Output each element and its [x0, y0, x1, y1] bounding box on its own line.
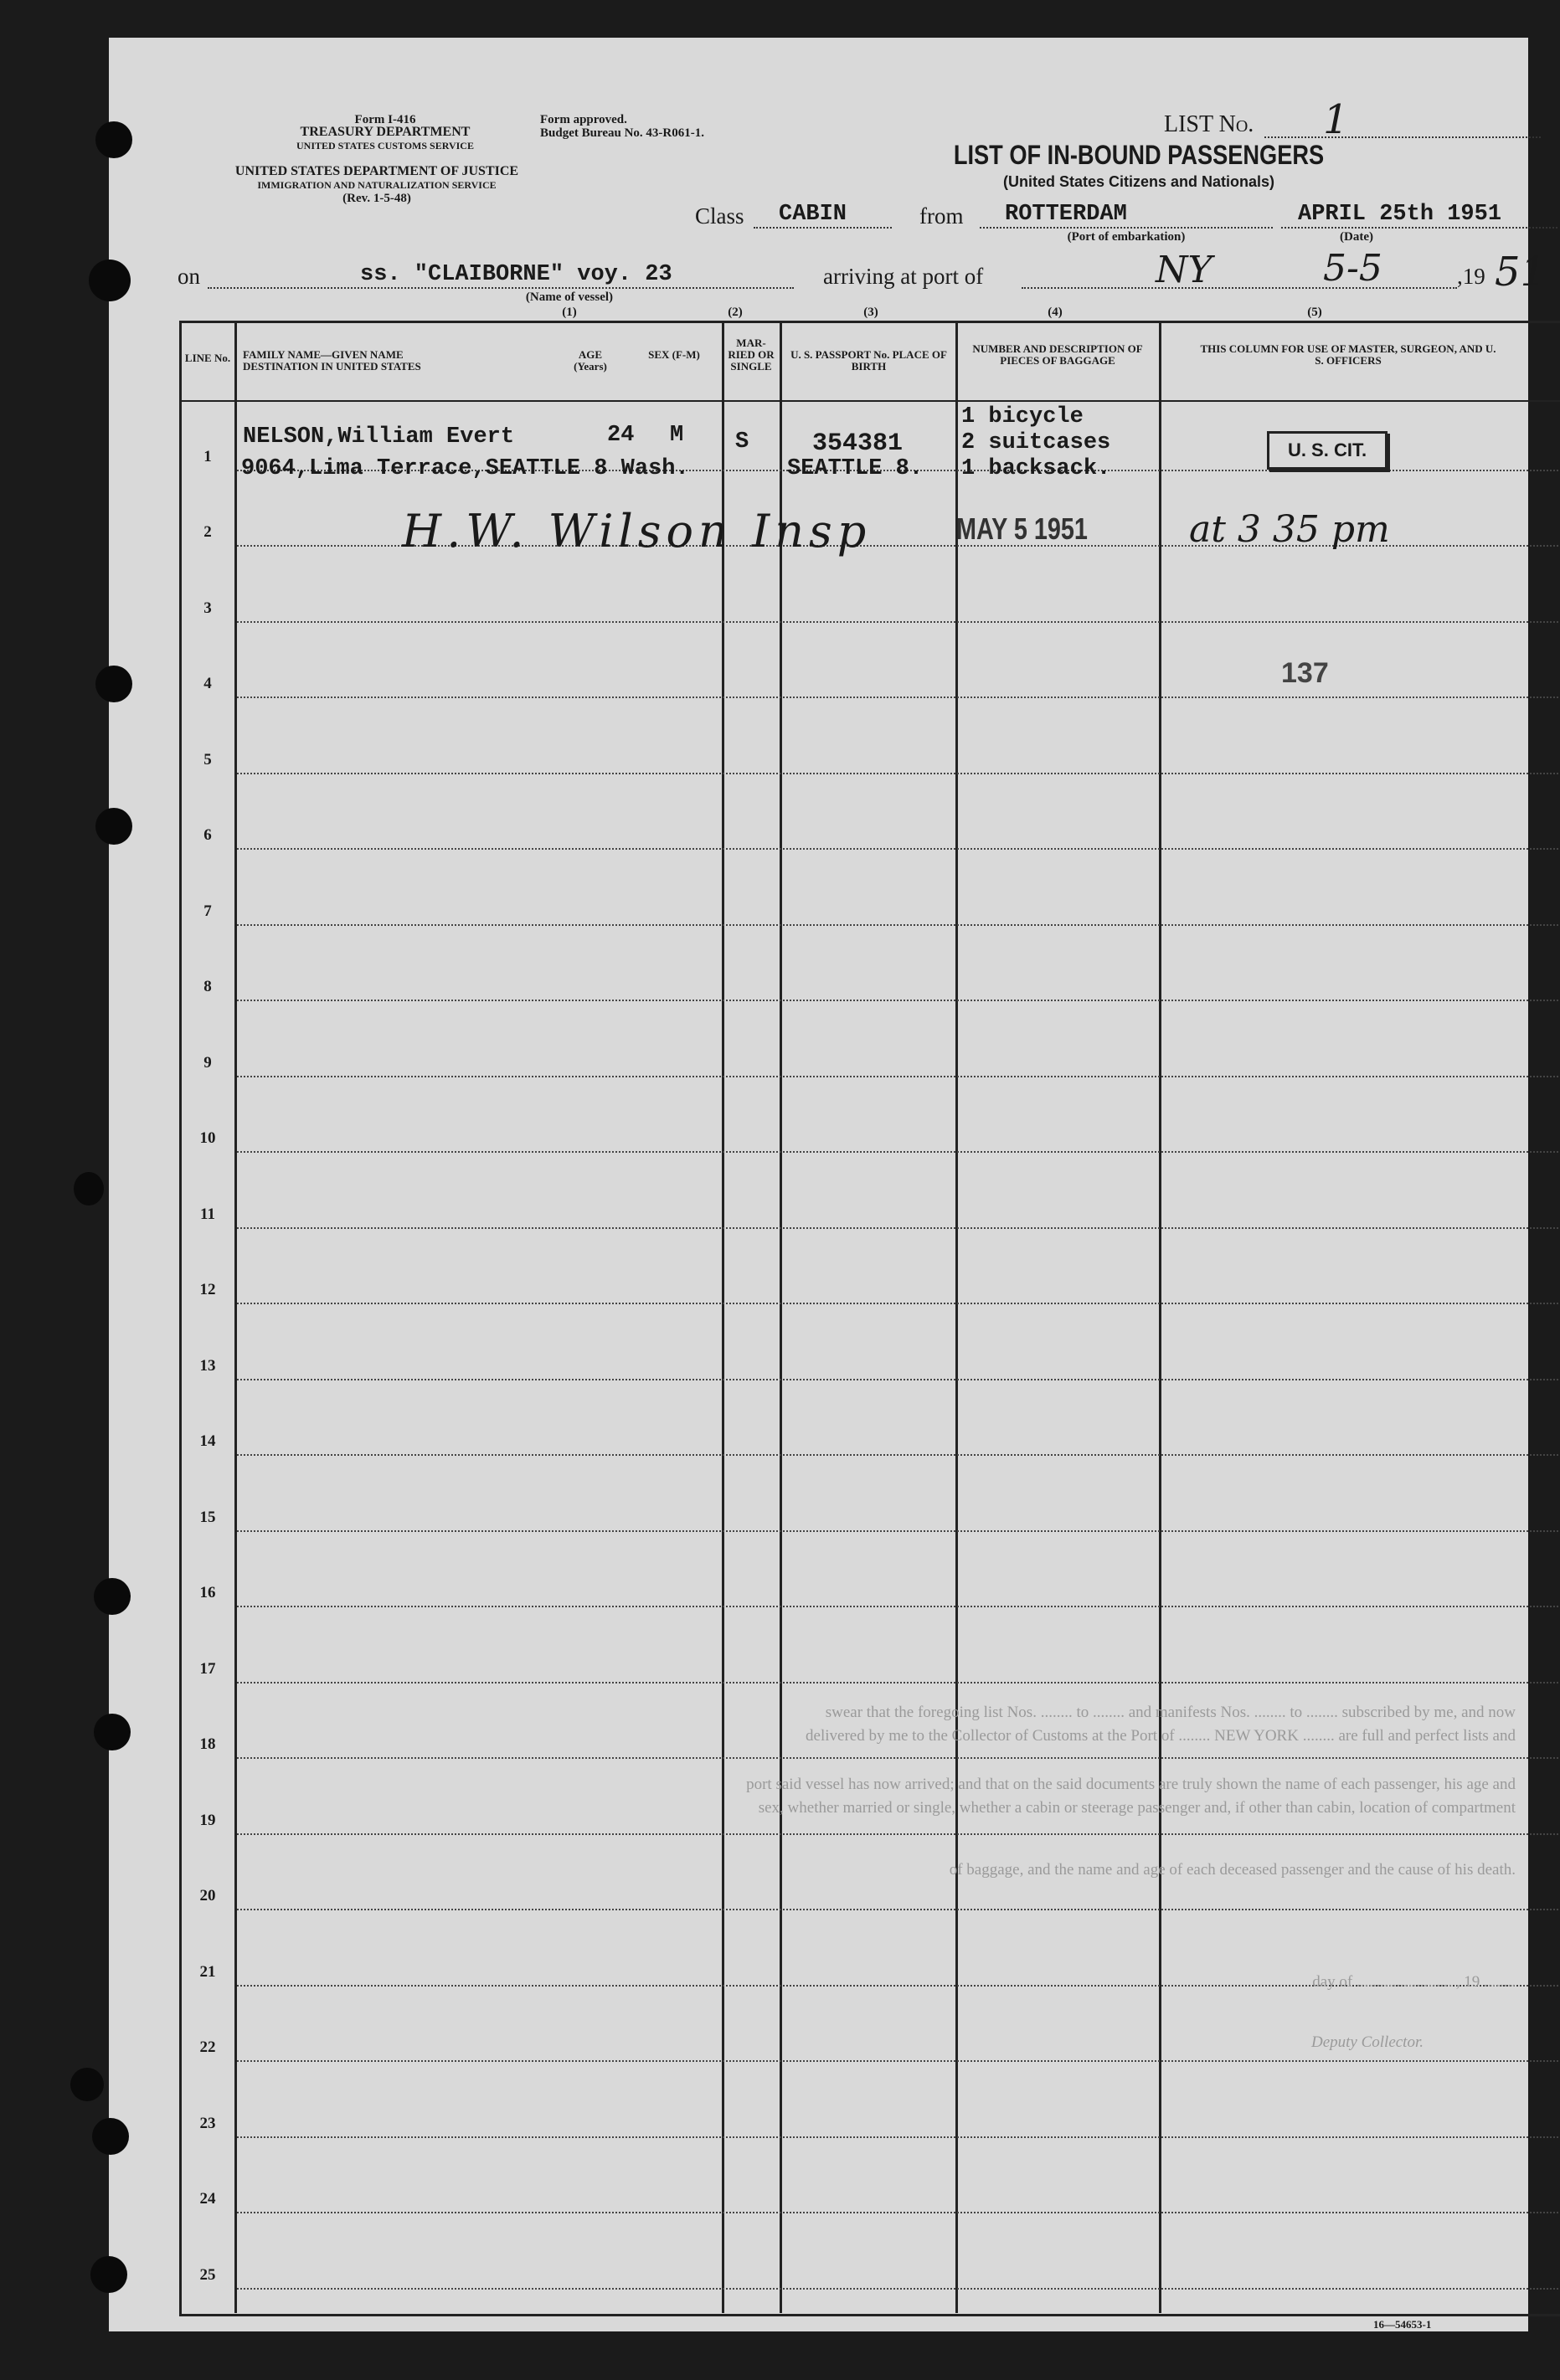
col-divider-line	[234, 321, 237, 2313]
footer-code: 16—54653-1	[1373, 2318, 1432, 2331]
col-no-4: (4)	[1048, 306, 1063, 319]
line-number: 5	[203, 750, 212, 768]
class-label: Class	[695, 203, 744, 229]
row-guide-line	[237, 1000, 1560, 1001]
form-number: Form I-416	[354, 113, 416, 126]
budget-bureau: Budget Bureau No. 43-R061-1.	[540, 126, 704, 140]
bleed-p2: delivered by me to the Collector of Customs at the Port of ........ NEW YORK ........ are full and perfect lists and	[806, 1727, 1516, 1745]
port-line	[980, 227, 1273, 229]
col-no-2: (2)	[728, 306, 743, 319]
list-no-line	[1264, 136, 1541, 138]
bleed-p1: swear that the foregoing list Nos. ........ to ........ and manifests Nos. ........ to ........ subscribed by me, and now	[825, 1704, 1516, 1721]
colhead-married: MAR-RIED OR SINGLE	[728, 337, 775, 373]
list-no-value: 1	[1323, 96, 1349, 143]
col-no-3: (3)	[863, 306, 878, 319]
col-divider-baggage	[955, 321, 958, 2313]
port-caption: (Port of embarkation)	[1067, 230, 1186, 244]
row-guide-line	[237, 1757, 1560, 1759]
date-line	[1281, 227, 1557, 229]
line-number: 25	[199, 2265, 216, 2284]
line-number: 6	[203, 826, 212, 844]
colhead-age: AGE (Years)	[574, 348, 607, 373]
line-number: 16	[199, 1584, 216, 1601]
justice-dept: UNITED STATES DEPARTMENT OF JUSTICE	[234, 164, 519, 178]
line-number: 18	[199, 1735, 216, 1753]
punch-hole	[92, 2118, 129, 2155]
row-guide-line	[237, 848, 1560, 850]
row-guide-line	[237, 1227, 1560, 1229]
row-guide-line	[237, 1076, 1560, 1077]
passenger-birthplace: SEATTLE 8.	[787, 456, 924, 481]
arrival-year-hw: 51	[1495, 249, 1547, 296]
inspector-signature: H.W. Wilson Insp	[402, 505, 872, 558]
customs-service: UNITED STATES CUSTOMS SERVICE	[296, 140, 474, 152]
date-value: APRIL 25th 1951	[1298, 202, 1502, 227]
passenger-passport: 354381	[812, 429, 904, 458]
line-number: 17	[199, 1659, 216, 1678]
passenger-sex: M	[670, 423, 684, 448]
row-guide-line	[237, 2288, 1560, 2290]
col-divider-officers	[1159, 321, 1161, 2313]
bleed-p4: sex, whether married or single, whether a cabin or steerage passenger and, if other than cabin, location of compartment	[758, 1799, 1516, 1817]
col-divider-passport	[780, 321, 782, 2313]
line-number: 12	[199, 1281, 216, 1298]
line-number: 9	[203, 1053, 212, 1072]
arrival-date-hw: 5-5	[1323, 247, 1382, 290]
punch-hole	[70, 2068, 104, 2101]
row-guide-line	[237, 621, 1560, 623]
arrival-port-hw: NY	[1156, 249, 1212, 291]
treasury-dept: TREASURY DEPARTMENT	[300, 125, 471, 139]
ins-service: IMMIGRATION AND NATURALIZATION SERVICE	[257, 179, 497, 191]
row-guide-line	[237, 1833, 1560, 1835]
colhead-name: FAMILY NAME—GIVEN NAME DESTINATION IN UNITED STATES	[243, 348, 421, 373]
colhead-line-no: LINE No.	[184, 352, 231, 364]
col-no-5: (5)	[1307, 306, 1322, 319]
passenger-address: 9064,Lima Terrace,SEATTLE 8 Wash.	[241, 456, 689, 481]
manifest-sheet	[109, 38, 1547, 2331]
colhead-baggage: NUMBER AND DESCRIPTION OF PIECES OF BAGGAGE	[972, 342, 1143, 367]
line-number: 24	[199, 2190, 216, 2208]
punch-hole	[94, 1578, 131, 1615]
punch-hole	[74, 1172, 104, 1205]
punch-hole	[89, 260, 131, 301]
line-number: 2	[203, 523, 212, 541]
arrival-port-line	[1022, 287, 1457, 289]
row-guide-line	[237, 1151, 1560, 1153]
bleed-p7: Deputy Collector.	[1310, 2033, 1424, 2051]
form-rev: (Rev. 1-5-48)	[342, 192, 411, 205]
line-number: 20	[199, 1887, 216, 1905]
passenger-age: 24	[607, 423, 635, 448]
row-guide-line	[237, 2060, 1560, 2062]
page-subtitle: (United States Citizens and Nationals)	[1002, 173, 1275, 190]
time-note: at 3 35 pm	[1189, 508, 1390, 551]
class-line	[754, 227, 892, 229]
vessel-value: ss. "CLAIBORNE" voy. 23	[360, 262, 672, 287]
row-guide-line	[237, 1303, 1560, 1304]
line-number: 19	[199, 1811, 216, 1829]
page-title: LIST OF IN-BOUND PASSENGERS	[953, 140, 1325, 170]
row-guide-line	[237, 697, 1560, 698]
line-number: 15	[199, 1508, 216, 1526]
row-guide-line	[237, 1379, 1560, 1380]
port-value: ROTTERDAM	[1005, 202, 1127, 227]
punch-hole	[94, 1714, 131, 1750]
row-guide-line	[237, 1530, 1560, 1532]
punch-hole	[95, 121, 132, 158]
bleed-p3: port said vessel has now arrived; and that on the said documents are truly shown the name of each passenger, his age and	[746, 1776, 1516, 1793]
punch-hole	[95, 666, 132, 702]
colhead-sex: SEX (F-M)	[648, 348, 700, 361]
row-guide-line	[237, 1454, 1560, 1456]
vessel-caption: (Name of vessel)	[525, 290, 614, 304]
stamp-number: 137	[1281, 657, 1329, 689]
line-number: 8	[203, 978, 212, 995]
line-number: 14	[199, 1432, 216, 1450]
line-number: 7	[203, 902, 212, 920]
colhead-officers: THIS COLUMN FOR USE OF MASTER, SURGEON, AND U. S. OFFICERS	[1200, 342, 1496, 367]
line-number: 1	[203, 447, 212, 465]
on-label: on	[178, 264, 200, 289]
line-number: 11	[200, 1205, 215, 1223]
row-guide-line	[237, 924, 1560, 926]
from-label: from	[919, 203, 964, 229]
punch-hole	[90, 2256, 127, 2293]
row-guide-line	[237, 1682, 1560, 1683]
baggage-item-1: 1 bicycle	[961, 404, 1084, 429]
date-stamp: MAY 5 1951	[956, 511, 1088, 546]
arrival-year-prefix: ,19	[1457, 264, 1485, 289]
line-number: 10	[199, 1129, 216, 1147]
line-number: 3	[203, 599, 212, 617]
line-number: 13	[199, 1356, 216, 1375]
header-separator	[179, 400, 1560, 402]
row-guide-line	[237, 1606, 1560, 1607]
bleed-p6: day of ........................ , 19 ........	[1312, 1973, 1516, 1991]
date-caption: (Date)	[1340, 230, 1373, 244]
punch-hole	[95, 808, 132, 845]
vessel-line	[208, 287, 794, 289]
line-number: 4	[203, 675, 212, 692]
col-divider-married	[722, 321, 724, 2313]
line-number: 22	[199, 2038, 216, 2056]
baggage-item-3: 1 backsack.	[961, 456, 1111, 481]
vessel-col-no: (1)	[562, 306, 577, 319]
class-value: CABIN	[779, 202, 847, 227]
line-number: 23	[199, 2114, 216, 2132]
form-approved: Form approved.	[540, 113, 627, 126]
row-guide-line	[237, 1909, 1560, 1910]
row-guide-line	[237, 773, 1560, 774]
passenger-status: S	[735, 429, 749, 455]
us-cit-stamp: U. S. CIT.	[1267, 431, 1388, 470]
row-guide-line	[237, 2212, 1560, 2213]
passenger-name: NELSON,William Evert	[243, 424, 515, 450]
arriving-label: arriving at port of	[823, 264, 984, 289]
colhead-passport: U. S. PASSPORT No. PLACE OF BIRTH	[790, 348, 947, 373]
line-number: 21	[199, 1962, 216, 1981]
list-no-label: LIST No.	[1164, 111, 1254, 137]
bleed-p5: of baggage, and the name and age of each deceased passenger and the cause of his death.	[949, 1861, 1516, 1879]
baggage-item-2: 2 suitcases	[961, 430, 1111, 455]
row-guide-line	[237, 2136, 1560, 2138]
